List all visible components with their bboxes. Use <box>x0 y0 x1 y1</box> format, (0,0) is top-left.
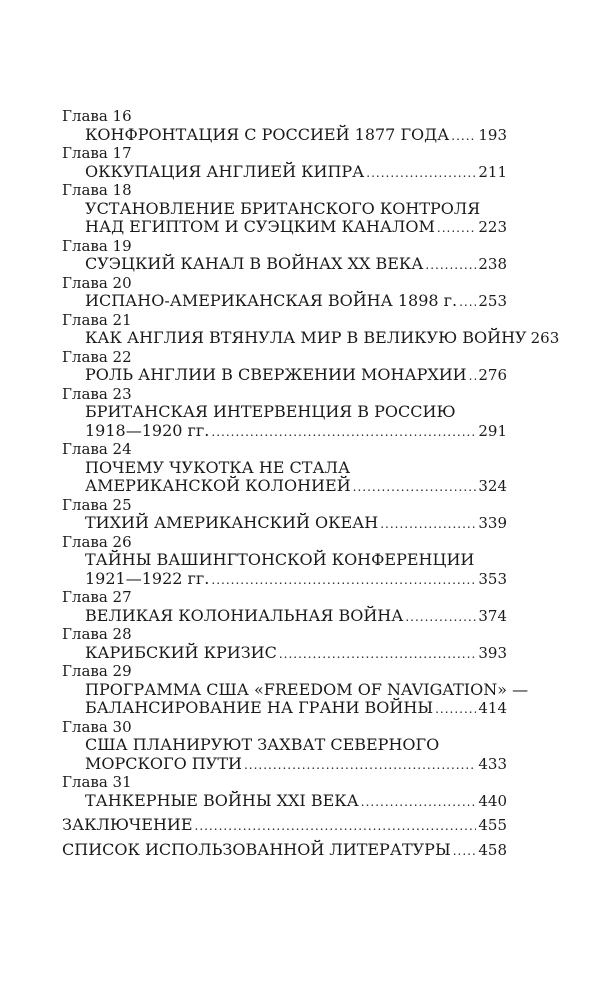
toc-entry-bibliography[interactable] <box>62 841 507 860</box>
entry-title: СПИСОК ИСПОЛЬЗОВАННОЙ ЛИТЕРАТУРЫ <box>62 839 451 859</box>
toc-entry[interactable] <box>62 570 507 589</box>
entry-title-line[interactable]: ПОЧЕМУ ЧУКОТКА НЕ СТАЛА <box>85 457 351 477</box>
entry-title: РОЛЬ АНГЛИИ В СВЕРЖЕНИИ МОНАРХИИ <box>85 365 467 384</box>
chapter-label: Глава 23 <box>62 384 132 403</box>
toc-entry-conclusion[interactable] <box>62 816 507 835</box>
entry-title: СУЭЦКИЙ КАНАЛ В ВОЙНАХ XX ВЕКА <box>85 254 424 273</box>
page-number: 455 <box>478 816 507 834</box>
toc-entry[interactable] <box>62 699 507 718</box>
page-number: 440 <box>478 791 507 810</box>
table-of-contents <box>62 107 560 859</box>
page-number: 263 <box>530 329 560 347</box>
chapter-label: Глава 16 <box>62 107 132 125</box>
toc-entry[interactable] <box>62 477 507 496</box>
entry-title: АМЕРИКАНСКОЙ КОЛОНИЕЙ <box>85 476 351 495</box>
dot-leader <box>211 423 476 442</box>
toc-entry[interactable] <box>62 255 507 274</box>
toc-entry[interactable] <box>62 422 507 441</box>
chapter-label: Глава 28 <box>62 625 132 643</box>
page-number: 291 <box>478 421 507 440</box>
page-number: 193 <box>478 125 507 144</box>
dot-leader <box>451 127 476 146</box>
entry-title-line[interactable]: ТАЙНЫ ВАШИНГТОНСКОЙ КОНФЕРЕНЦИИ <box>85 550 475 569</box>
chapter-label: Глава 25 <box>62 495 132 514</box>
toc-entry[interactable] <box>62 607 507 626</box>
chapter-label: Глава 20 <box>62 273 132 292</box>
entry-title: ИСПАНО-АМЕРИКАНСКАЯ ВОЙНА 1898 г. <box>85 291 458 310</box>
entry-title: ЗАКЛЮЧЕНИЕ <box>62 815 193 834</box>
entry-title: ОККУПАЦИЯ АНГЛИЕЙ КИПРА <box>85 161 365 181</box>
entry-title-line[interactable]: ПРОГРАММА США «FREEDOM OF NAVIGATION» — <box>85 679 529 699</box>
dot-leader <box>453 842 477 861</box>
chapter-label: Глава 30 <box>62 717 132 736</box>
page-number: 223 <box>478 218 507 236</box>
chapter-label: Глава 29 <box>62 662 132 680</box>
entry-title: ТАНКЕРНЫЕ ВОЙНЫ XXI ВЕКА <box>85 790 359 810</box>
entry-title: КОНФРОНТАЦИЯ С РОССИЕЙ 1877 ГОДА <box>85 124 450 144</box>
page-number: 253 <box>478 292 507 310</box>
page-number: 353 <box>478 569 507 588</box>
entry-title: ВЕЛИКАЯ КОЛОНИАЛЬНАЯ ВОЙНА <box>85 605 404 625</box>
page-number: 238 <box>478 255 507 273</box>
chapter-label: Глава 27 <box>62 588 132 606</box>
page-number: 374 <box>478 606 507 625</box>
toc-entry[interactable] <box>62 218 507 237</box>
page-number: 211 <box>478 162 507 181</box>
dot-leader <box>353 478 477 497</box>
dot-leader <box>469 367 477 386</box>
page-number: 324 <box>478 477 507 495</box>
entry-title-line[interactable]: США ПЛАНИРУЮТ ЗАХВАТ СЕВЕРНОГО <box>85 735 440 754</box>
dot-leader <box>459 293 476 312</box>
chapter-label: Глава 19 <box>62 236 132 255</box>
toc-entry[interactable] <box>62 644 507 663</box>
chapter-label: Глава 21 <box>62 310 132 329</box>
dot-leader <box>244 756 476 775</box>
dot-leader <box>361 793 477 812</box>
chapter-label: Глава 26 <box>62 532 132 551</box>
toc-entry[interactable] <box>62 163 507 182</box>
entry-title: 1921—1922 гг. <box>85 568 210 588</box>
entry-title-line[interactable]: УСТАНОВЛЕНИЕ БРИТАНСКОГО КОНТРОЛЯ <box>85 198 481 218</box>
page-number: 393 <box>478 643 507 662</box>
dot-leader <box>279 645 477 664</box>
page-number: 339 <box>478 514 507 532</box>
dot-leader <box>195 817 477 836</box>
chapter-label: Глава 17 <box>62 144 132 162</box>
dot-leader <box>366 164 476 183</box>
dot-leader <box>425 256 476 275</box>
dot-leader <box>380 515 476 534</box>
entry-title: МОРСКОГО ПУТИ <box>85 753 242 773</box>
dot-leader <box>405 608 476 627</box>
chapter-label: Глава 24 <box>62 440 132 458</box>
page-number: 433 <box>478 754 507 773</box>
page-number: 414 <box>478 699 507 717</box>
chapter-label: Глава 18 <box>62 181 132 199</box>
toc-entry[interactable] <box>62 292 507 311</box>
toc-entry[interactable] <box>62 126 507 145</box>
page-number: 276 <box>478 366 507 384</box>
entry-title: КАК АНГЛИЯ ВТЯНУЛА МИР В ВЕЛИКУЮ ВОЙНУ <box>85 328 527 347</box>
toc-entry[interactable] <box>62 328 560 348</box>
entry-title: КАРИБСКИЙ КРИЗИС <box>85 642 277 662</box>
dot-leader <box>437 219 476 238</box>
entry-title-line[interactable]: БРИТАНСКАЯ ИНТЕРВЕНЦИЯ В РОССИЮ <box>85 402 456 421</box>
chapter-label: Глава 22 <box>62 347 132 366</box>
toc-entry[interactable] <box>62 755 507 774</box>
dot-leader <box>435 700 476 719</box>
entry-title: БАЛАНСИРОВАНИЕ НА ГРАНИ ВОЙНЫ <box>85 698 434 717</box>
chapter-label: Глава 31 <box>62 773 132 791</box>
page-number: 458 <box>478 840 507 859</box>
toc-entry[interactable] <box>62 366 507 385</box>
toc-entry[interactable] <box>62 514 507 533</box>
entry-title: ТИХИЙ АМЕРИКАНСКИЙ ОКЕАН <box>85 513 379 532</box>
toc-entry[interactable] <box>62 792 507 811</box>
entry-title: 1918—1920 гг. <box>85 420 210 440</box>
entry-title: НАД ЕГИПТОМ И СУЭЦКИМ КАНАЛОМ <box>85 217 435 236</box>
dot-leader <box>211 571 476 590</box>
